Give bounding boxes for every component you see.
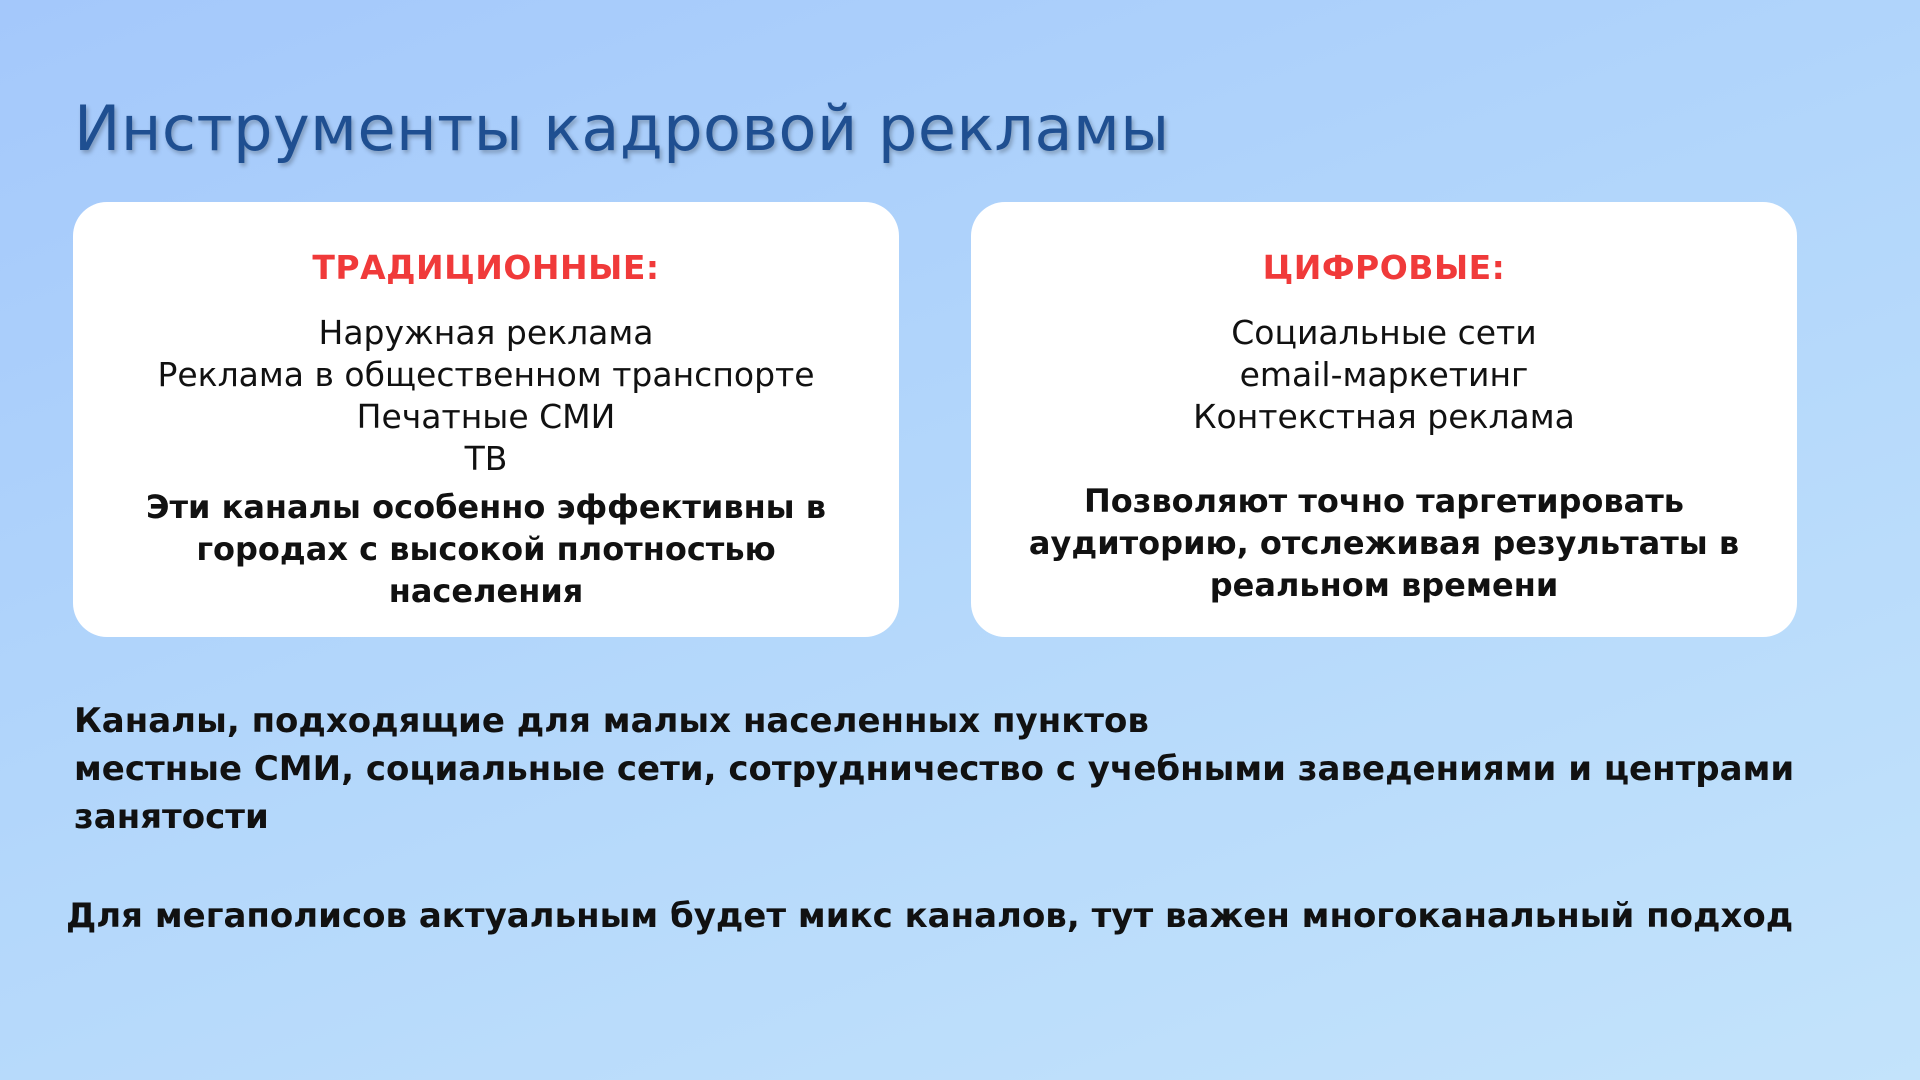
small-towns-block [74,697,1874,841]
digital-item: Социальные сети [1231,313,1537,352]
digital-item: email-маркетинг [1239,355,1529,394]
digital-note: Позволяют точно таргетировать аудиторию, отслеживая результаты в реальном времени [1028,482,1740,604]
digital-heading: ЦИФРОВЫЕ: [1262,248,1506,287]
small-towns-text: местные СМИ, социальные сети, сотрудничество с учебными заведениями и центрами занятости [74,749,1795,837]
slide-title: Инструменты кадровой рекламы [74,92,1170,165]
traditional-item: Печатные СМИ [356,397,616,436]
digital-list [971,312,1797,438]
traditional-item: Наружная реклама [318,313,654,352]
digital-card [971,202,1797,637]
traditional-card [73,202,899,637]
traditional-item: Реклама в общественном транспорте [157,355,815,394]
megapolis-text: Для мегаполисов актуальным будет микс каналов, тут важен многоканальный подход [66,896,1794,936]
traditional-item: ТВ [464,439,508,478]
traditional-heading: ТРАДИЦИОННЫЕ: [312,248,660,287]
digital-item: Контекстная реклама [1193,397,1575,436]
traditional-note: Эти каналы особенно эффективны в городах с высокой плотностью населения [146,488,826,610]
small-towns-heading: Каналы, подходящие для малых населенных пунктов [74,701,1149,741]
traditional-list [73,312,899,480]
